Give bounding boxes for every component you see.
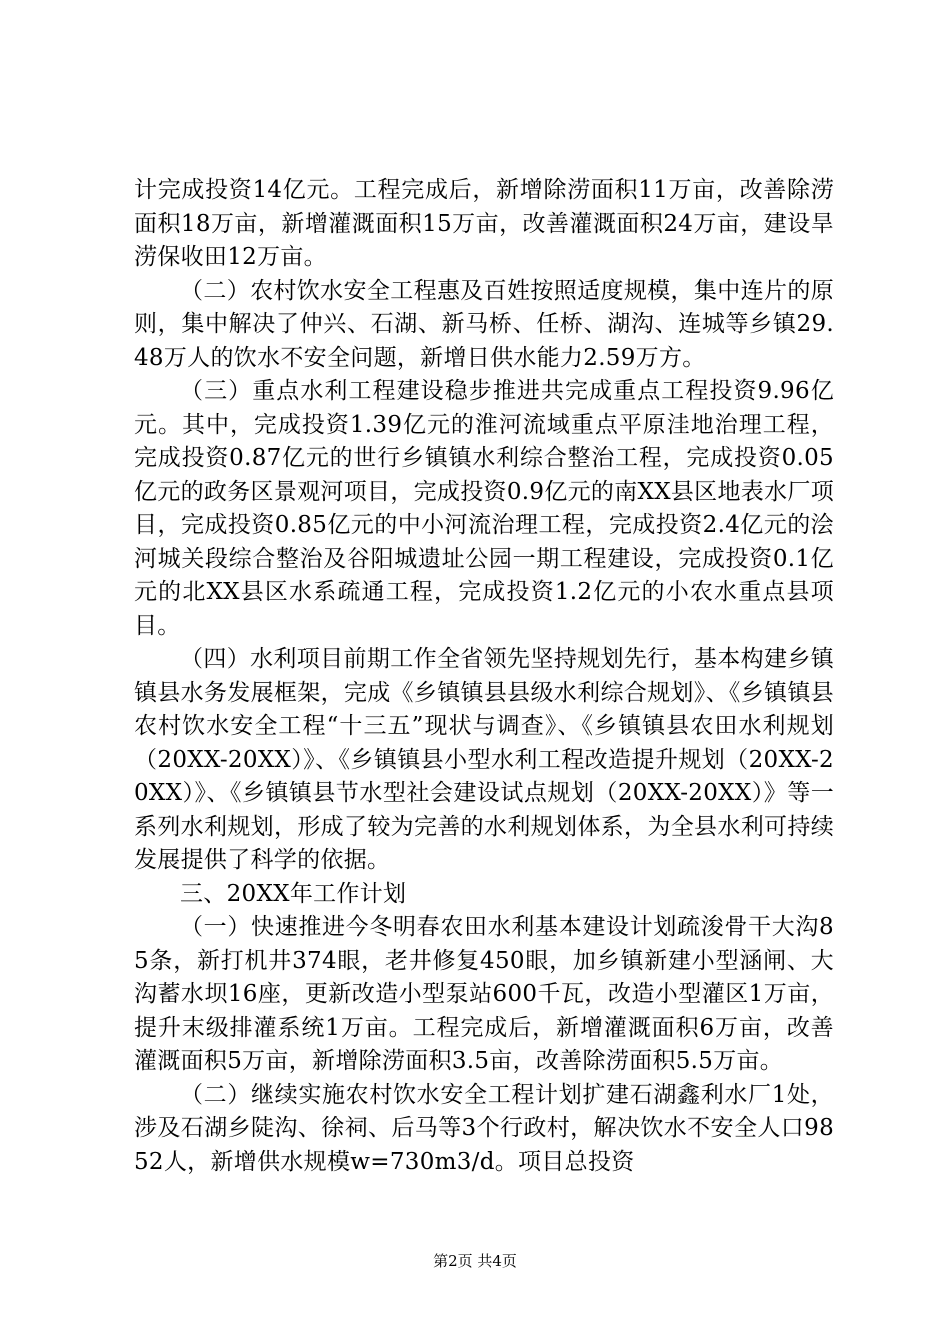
paragraph-2: （二）农村饮水安全工程惠及百姓按照适度规模，集中连片的原则，集中解决了仲兴、石湖、新马桥、任桥、湖沟、连城等乡镇29.48万人的饮水不安全问题，新增日供水能力2.59万方。: [134, 277, 834, 371]
section-heading: 三、20XX年工作计划: [180, 880, 407, 907]
paragraph-4: （四）水利项目前期工作全省领先坚持规划先行，基本构建乡镇镇县水务发展框架，完成《乡镇镇县县级水利综合规划》、《乡镇镇县农村饮水安全工程“十三五”现状与调查》、《乡镇镇县农田水利规划（20XX-20XX）》、《乡镇镇县小型水利工程改造提升规划（20XX-20XX）》、《乡镇镇县节水型社会建设试点规划（20XX-20XX）》等一系列水利规划，形成了较为完善的水利规划体系，为全县水利可持续发展提供了科学的依据。: [134, 646, 834, 873]
paragraph-3: （三）重点水利工程建设稳步推进共完成重点工程投资9.96亿元。其中，完成投资1.39亿元的淮河流域重点平原洼地治理工程，完成投资0.87亿元的世行乡镇镇水利综合整治工程，完成投资0.05亿元的政务区景观河项目，完成投资0.9亿元的南XX县区地表水厂项目，完成投资0.85亿元的中小河流治理工程，完成投资2.4亿元的浍河城关段综合整治及谷阳城遗址公园一期工程建设，完成投资0.1亿元的北XX县区水系疏通工程，完成投资1.2亿元的小农水重点县项目。: [134, 378, 834, 639]
document-body: [134, 174, 834, 1179]
paragraph-5: （一）快速推进今冬明春农田水利基本建设计划疏浚骨干大沟85条，新打机井374眼，老井修复450眼，加乡镇新建小型涵闸、大沟蓄水坝16座，更新改造小型泵站600千瓦，改造小型灌区1万亩，提升末级排灌系统1万亩。工程完成后，新增灌溉面积6万亩，改善灌溉面积5万亩，新增除涝面积3.5亩，改善除涝面积5.5万亩。: [134, 914, 834, 1074]
paragraph-6: （二）继续实施农村饮水安全工程计划扩建石湖鑫利水厂1处，涉及石湖乡陡沟、徐祠、后马等3个行政村，解决饮水不安全人口9852人，新增供水规模w=730m3/d。项目总投资: [134, 1081, 834, 1175]
page-number-footer: 第2页 共4页: [433, 1252, 517, 1270]
paragraph-1: 计完成投资14亿元。工程完成后，新增除涝面积11万亩，改善除涝面积18万亩，新增灌溉面积15万亩，改善灌溉面积24万亩，建设旱涝保收田12万亩。: [134, 177, 834, 270]
